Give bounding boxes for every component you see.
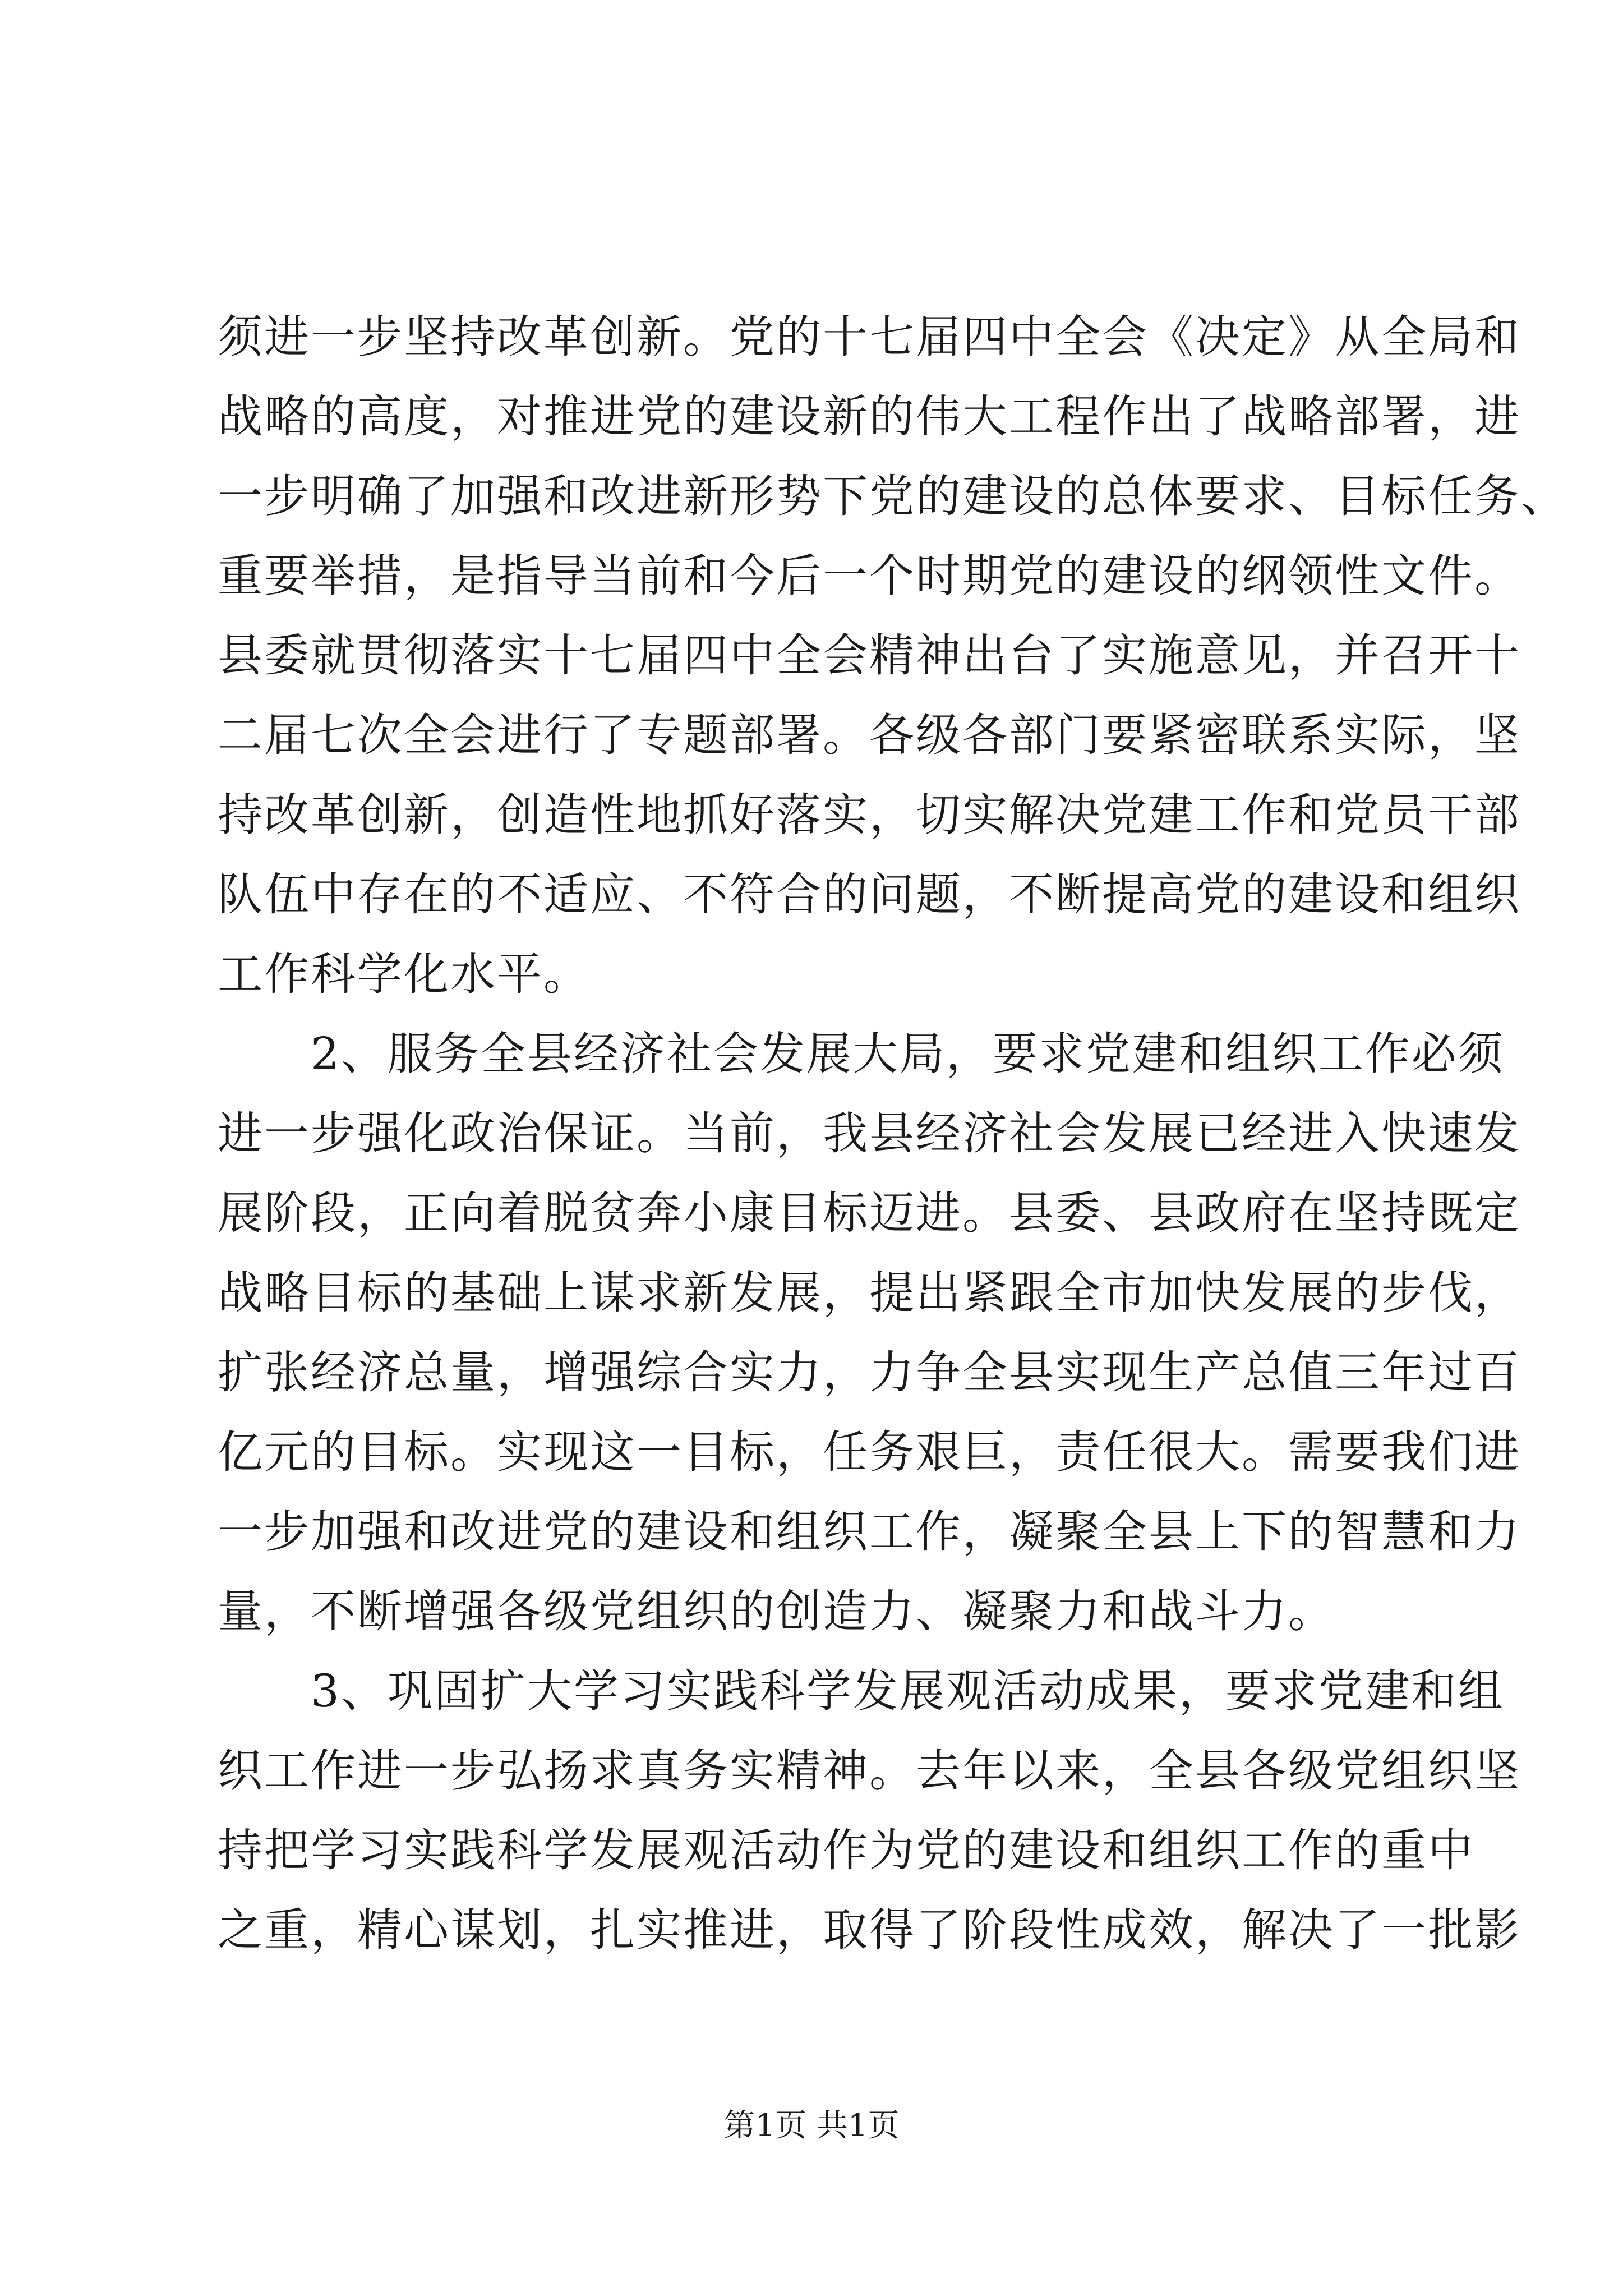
text-line: 战略的高度，对推进党的建设新的伟大工程作出了战略部署，进	[218, 390, 1521, 443]
text-line: 一步明确了加强和改进新形势下党的建设的总体要求、目标任务、	[218, 470, 1567, 522]
text-line: 持改革创新，创造性地抓好落实，切实解决党建工作和党员干部	[218, 789, 1521, 841]
text-line: 工作科学化水平。	[218, 948, 590, 1000]
text-line: 一步加强和改进党的建设和组织工作，凝聚全县上下的智慧和力	[218, 1506, 1521, 1558]
page-footer: 第1页 共1页	[723, 2108, 900, 2144]
text-line: 须进一步坚持改革创新。党的十七届四中全会《决定》从全局和	[218, 311, 1521, 363]
document-body	[218, 297, 1567, 1970]
text-line: 持把学习实践科学发展观活动作为党的建设和组织工作的重中	[218, 1824, 1474, 1876]
text-line: 扩张经济总量，增强综合实力，力争全县实现生产总值三年过百	[218, 1346, 1521, 1398]
text-line: 县委就贯彻落实十七届四中全会精神出台了实施意见，并召开十	[218, 629, 1521, 682]
text-line: 二届七次全会进行了专题部署。各级各部门要紧密联系实际，坚	[218, 709, 1521, 761]
text-line: 进一步强化政治保证。当前，我县经济社会发展已经进入快速发	[218, 1107, 1521, 1159]
text-line: 3、巩固扩大学习实践科学发展观活动成果，要求党建和组	[218, 1665, 1505, 1717]
text-line: 量，不断增强各级党组织的创造力、凝聚力和战斗力。	[218, 1585, 1335, 1637]
text-line: 队伍中存在的不适应、不符合的问题，不断提高党的建设和组织	[218, 868, 1521, 921]
text-line: 展阶段，正向着脱贫奔小康目标迈进。县委、县政府在坚持既定	[218, 1187, 1521, 1239]
text-line: 重要举措，是指导当前和今后一个时期党的建设的纲领性文件。	[218, 550, 1521, 602]
text-line: 织工作进一步弘扬求真务实精神。去年以来，全县各级党组织坚	[218, 1745, 1521, 1797]
text-line: 之重，精心谋划，扎实推进，取得了阶段性成效，解决了一批影	[218, 1904, 1521, 1956]
text-line: 亿元的目标。实现这一目标，任务艰巨，责任很大。需要我们进	[218, 1426, 1521, 1478]
text-line: 2、服务全县经济社会发展大局，要求党建和组织工作必须	[218, 1028, 1505, 1080]
text-line: 战略目标的基础上谋求新发展，提出紧跟全市加快发展的步伐，	[218, 1267, 1521, 1319]
